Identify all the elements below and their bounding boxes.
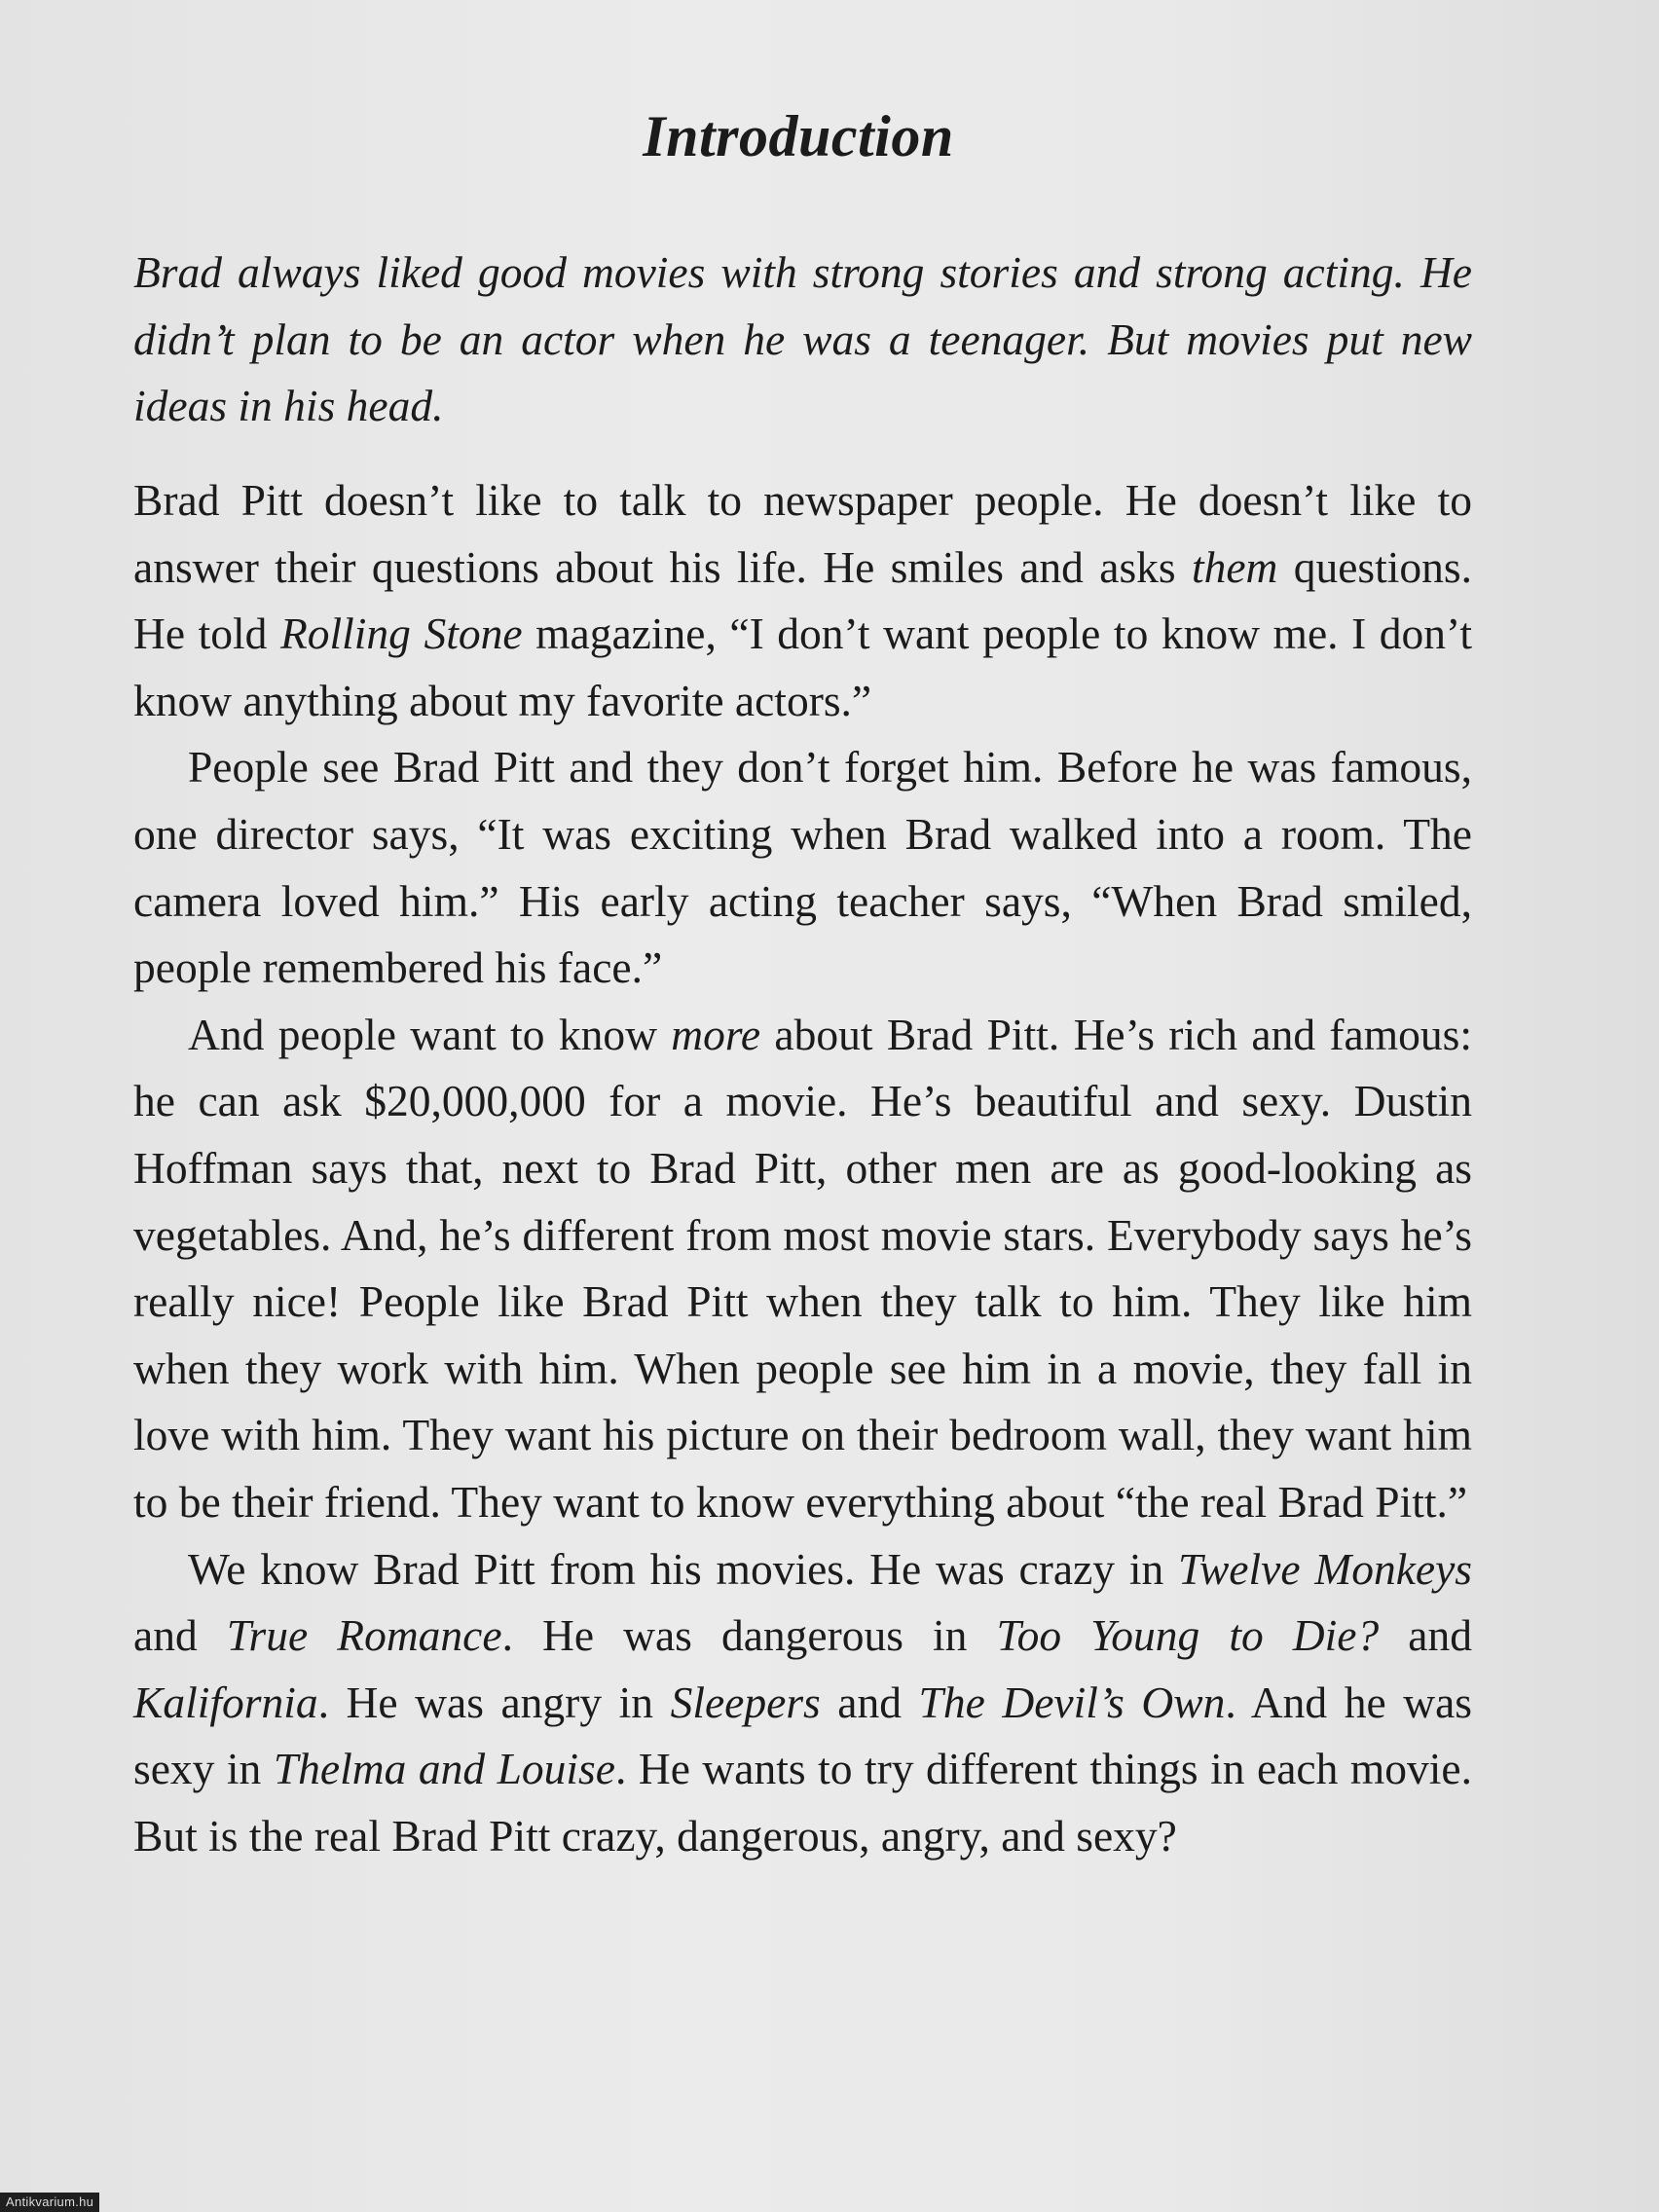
body-text (133, 467, 1472, 1869)
text-run: and (133, 1610, 227, 1661)
text-run: about Brad Pitt. He’s rich and famous: he can ask $20,000,000 for a movie. He’s beautiful and sexy. Dustin Hoffman says that, next to Brad Pitt, other men are as good-looking as vegetables. And, he’s different from most movie stars. Everybody says he’s really nice! People like Brad Pitt when they talk to him. They like him when they work with him. When people see him in a movie, they fall in love with him. They want his picture on their bedroom wall, they want him to be their friend. They want to know everything about “the real Brad Pitt.” (133, 1009, 1472, 1527)
intro-paragraph: Brad always liked good movies with strong stories and strong acting. He didn’t plan to be an actor when he was a teenager. But movies put new ideas in his head. (133, 247, 1472, 431)
movie-title: The Devil’s Own (918, 1677, 1226, 1727)
emphasis-run: more (671, 1009, 761, 1059)
emphasis-run: them (1191, 541, 1278, 592)
chapter-title: Introduction (643, 104, 954, 168)
text-run: . He wants to try different things in each movie. But is the real Brad Pitt crazy, dangerous, angry, and sexy? (133, 1744, 1472, 1861)
text-run: . And he was sexy in (133, 1677, 1472, 1794)
text-run: and (820, 1677, 919, 1727)
text-run: and (1379, 1610, 1473, 1661)
text-run: We know Brad Pitt from his movies. He was crazy in (188, 1543, 1179, 1594)
paragraph-2 (133, 734, 1472, 1001)
movie-title: Twelve Monkeys (1178, 1543, 1473, 1594)
text-run: And people want to know (188, 1009, 672, 1059)
text-run: magazine, “I don’t want people to know me. I don’t know anything about my favorite actors.” (133, 608, 1472, 725)
text-run: . He was dangerous in (501, 1610, 997, 1661)
text-run: People see Brad Pitt and they don’t forget him. Before he was famous, one director says, “It was exciting when Brad walked into a room. The camera loved him.” His early acting teacher says, “When Brad smiled, people remembered his face.” (133, 742, 1472, 993)
text-run: . He was angry in (317, 1677, 671, 1727)
movie-title: Too Young to Die? (996, 1610, 1380, 1661)
paragraph-3 (133, 1002, 1472, 1536)
movie-title: Sleepers (670, 1677, 821, 1727)
paragraph-1 (133, 467, 1472, 734)
watermark-label: Antikvarium.hu (0, 2193, 99, 2212)
movie-title: Kalifornia (133, 1677, 318, 1727)
movie-title: Thelma and Louise (273, 1744, 615, 1794)
text-run: questions. He told (133, 541, 1472, 659)
title-run: Rolling Stone (279, 608, 523, 659)
text-run: Brad Pitt doesn’t like to talk to newspaper people. He doesn’t like to answer their questions about his life. He smiles and asks (133, 475, 1472, 592)
paragraph-4 (133, 1536, 1472, 1870)
movie-title: True Romance (226, 1610, 502, 1661)
